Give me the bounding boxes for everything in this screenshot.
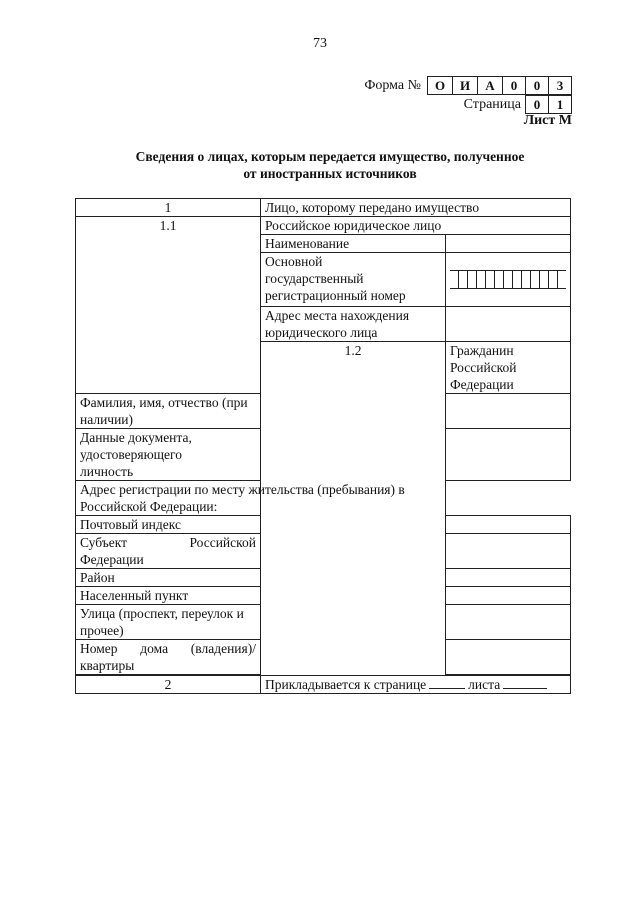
field-value-house[interactable]: [446, 640, 571, 675]
ogrn-boxes-row: [450, 271, 566, 288]
ogrn-digit-box[interactable]: [549, 271, 558, 288]
table-row: [76, 676, 571, 694]
field-label-id-document: [76, 429, 261, 481]
ogrn-digit-box[interactable]: [531, 271, 540, 288]
field-value-name[interactable]: [446, 235, 571, 253]
ogrn-digit-box[interactable]: [450, 271, 459, 288]
attachment-text: листа: [468, 677, 501, 692]
sheet-label: Лист М: [523, 113, 572, 128]
form-code-char: 3: [549, 77, 572, 94]
form-table: [75, 198, 571, 694]
form-code-boxes: [427, 76, 572, 95]
label-line: квартиры: [80, 658, 135, 673]
ogrn-bottom-strip: [450, 289, 566, 306]
section-number: 1: [76, 199, 261, 217]
form-code-char: А: [478, 77, 503, 94]
form-number-row: [364, 76, 572, 95]
field-value-postcode[interactable]: [446, 516, 571, 534]
ogrn-top-strip: [450, 253, 566, 271]
field-value-district[interactable]: [446, 569, 571, 587]
label-line: личность: [80, 464, 134, 479]
ogrn-digit-box[interactable]: [504, 271, 513, 288]
field-value-fio[interactable]: [446, 394, 571, 429]
form-code-char: 0: [526, 77, 549, 94]
ogrn-digit-box[interactable]: [495, 271, 504, 288]
field-value-id-document[interactable]: [446, 429, 571, 481]
page-code-char: 0: [526, 96, 549, 113]
label-line: Федерации: [80, 552, 144, 567]
section-number: 1.1: [76, 217, 261, 394]
field-value-locality[interactable]: [446, 587, 571, 605]
section-heading: Российское юридическое лицо: [261, 217, 571, 235]
page-blank[interactable]: [429, 688, 465, 689]
section-number: 2: [76, 676, 261, 694]
page-code-boxes: [525, 95, 572, 114]
field-label-legal-address: Адрес места нахождения юридического лица: [261, 307, 446, 342]
field-label-subject: [76, 534, 261, 569]
field-label-ogrn: [261, 253, 446, 307]
section-number: 1.2: [261, 342, 446, 676]
label-word: Субъект: [80, 535, 128, 550]
label-line: [80, 534, 256, 551]
label-line: Основной: [265, 254, 323, 269]
label-line: Номер дома (владения)/: [80, 641, 256, 656]
ogrn-digit-box[interactable]: [477, 271, 486, 288]
registration-address-heading: Адрес регистрации по месту жительства (пребывания) в Российской Федерации:: [76, 481, 446, 516]
field-label-name: Наименование: [261, 235, 446, 253]
page-label: Страница: [463, 96, 521, 112]
label-line: государственный: [265, 271, 364, 286]
ogrn-digit-box[interactable]: [522, 271, 531, 288]
title-line: от иностранных источников: [243, 166, 417, 181]
ogrn-digit-boxes[interactable]: [450, 271, 566, 289]
field-label-locality: Населенный пункт: [76, 587, 261, 605]
ogrn-digit-box[interactable]: [468, 271, 477, 288]
title-line: Сведения о лицах, которым передается имущество, полученное: [135, 149, 525, 164]
page-number-row: [464, 95, 572, 114]
attachment-note: [261, 676, 571, 694]
field-label-postcode: Почтовый индекс: [76, 516, 261, 534]
field-value-legal-address[interactable]: [446, 307, 571, 342]
field-value-ogrn[interactable]: [446, 253, 571, 307]
page-code-char: 1: [549, 96, 572, 113]
label-line: удостоверяющего: [80, 447, 182, 462]
field-label-house: [76, 640, 261, 675]
form-code-char: И: [453, 77, 478, 94]
field-label-street: Улица (проспект, переулок и прочее): [76, 605, 261, 640]
page-number: 73: [313, 36, 327, 51]
table-row: [76, 217, 571, 235]
table-row: [76, 481, 571, 516]
form-code-char: О: [428, 77, 453, 94]
table-row: [76, 199, 571, 217]
label-word: Российской: [189, 535, 256, 550]
form-number-label: Форма №: [364, 77, 421, 93]
field-value-street[interactable]: [446, 605, 571, 640]
document-title: [80, 148, 580, 182]
sheet-blank[interactable]: [503, 688, 547, 689]
section-heading: Лицо, которому передано имущество: [261, 199, 571, 217]
ogrn-digit-box[interactable]: [459, 271, 468, 288]
field-value-subject[interactable]: [446, 534, 571, 569]
label-line: регистрационный номер: [265, 288, 406, 303]
field-label-fio: Фамилия, имя, отчество (при наличии): [76, 394, 261, 429]
label-line: Данные документа,: [80, 430, 192, 445]
section-heading: Гражданин Российской Федерации: [446, 342, 571, 394]
form-code-char: 0: [503, 77, 526, 94]
ogrn-digit-box[interactable]: [540, 271, 549, 288]
ogrn-digit-box[interactable]: [486, 271, 495, 288]
ogrn-digit-box[interactable]: [513, 271, 522, 288]
attachment-text: Прикладывается к странице: [265, 677, 427, 692]
field-label-district: Район: [76, 569, 261, 587]
ogrn-digit-box[interactable]: [558, 271, 566, 288]
